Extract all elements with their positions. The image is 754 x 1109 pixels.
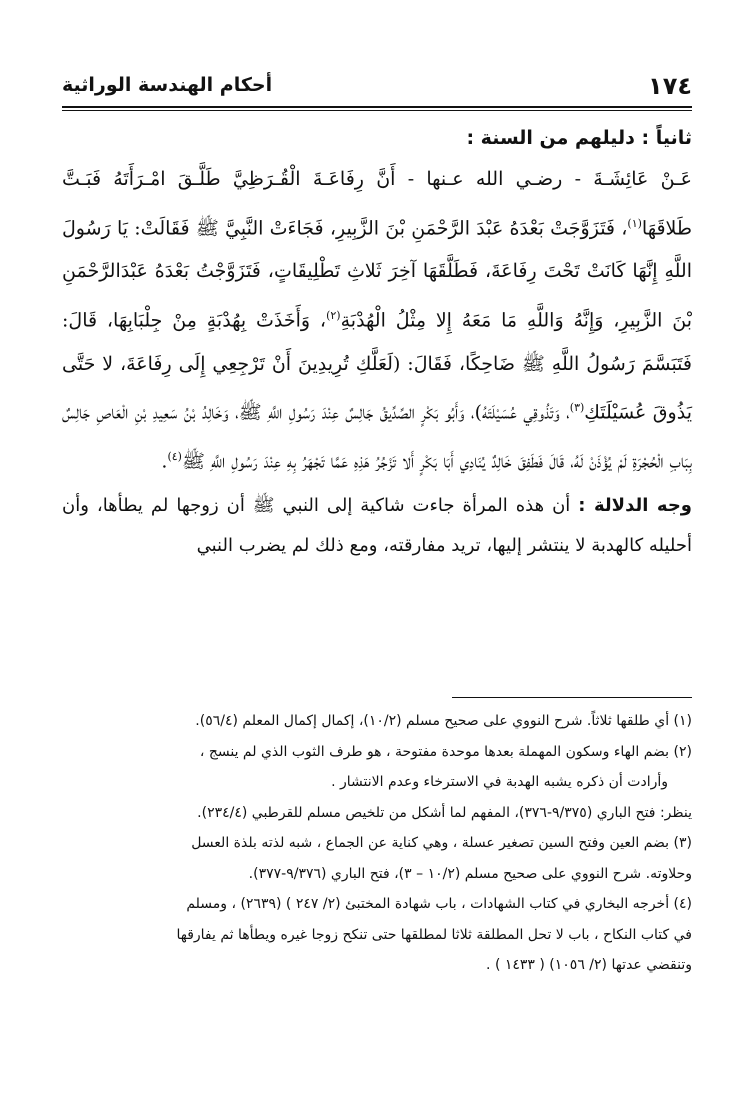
page-header (62, 70, 692, 104)
running-title: أحكام الهندسة الوراثية (62, 74, 273, 96)
footnote-divider (452, 697, 692, 698)
footnote-ref-3: (٣) (569, 401, 585, 415)
footnote-2-reference: ينظر: فتح الباري (٩/٣٧٥-٣٧٦)، المفهم لما أشكل من تلخيص مسلم للقرطبي (٢٣٤/٤). (197, 804, 692, 821)
footnote-ref-2: (٢) (326, 308, 341, 322)
hadith-part-4: ، وَتَذُوقِي عُسَيْلَتَهُ)، وَأَبُو بَكْرٍ الصِّدِّيقُ جَالِسٌ عِنْدَ رَسُولِ اللَّهِ ﷺ، وَخَالِدُ بْنُ سَعِيدِ بْنِ الْعَاصِ جَالِسٌ بِبَابِ الْحُجْرَةِ لَمْ يُؤْذَنْ لَهُ، قَالَ فَطَفِقَ خَالِدٌ يُنَادِي أَبَا بَكْرٍ أَلا تَزْجُرُ هَذِهِ عَمَّا تَجْهَرُ بِهِ عِنْدَ رَسُولِ اللَّهِ ﷺ (62, 401, 692, 473)
footnotes (62, 706, 692, 981)
header-divider-thin (62, 110, 692, 111)
footnote-ref-4: (٤) (167, 449, 182, 463)
evidence-text: أن هذه المرأة جاءت شاكية إلى النبي ﷺ أن زوجها لم يطأها، وأن أحليله كالهدبة لا ينتشر إليها، تريد مفارقته، ومع ذلك لم يضرب النبي (62, 494, 692, 556)
footnote-ref-1: (١) (627, 216, 642, 230)
evidence-paragraph (62, 486, 692, 566)
hadith-part-2: ، فَتَزَوَّجَتْ بَعْدَهُ عَبْدَ الرَّحْمَنِ بْنَ الزَّبِيرِ، فَجَاءَتْ النَّبِيَّ ﷺ فَقَالَتْ: يَا رَسُولَ اللَّهِ إِنَّهَا كَانَتْ تَحْتَ رِفَاعَةَ، فَطَلَّقَهَا آخِرَ ثَلاثِ تَطْلِيقَاتٍ، فَتَزَوَّجْتُ بَعْدَهُ عَبْدَالرَّحْمَنِ بْنَ الزَّبِيرِ، وَإِنَّهُ وَاللَّهِ مَا مَعَهُ إِلا مِثْلُ الْهُدْبَةِ (62, 216, 692, 332)
hadith-end: . (161, 450, 168, 473)
footnote-3: (٣) بضم العين وفتح السين تصغير عسلة ، وهي كناية عن الجماع ، شبه لذته بلذة العسل (191, 835, 692, 851)
footnote-1: (١) أي طلقها ثلاثاً. شرح النووي على صحيح مسلم (١٠/٢)، إكمال إكمال المعلم (٥٦/٤). (195, 713, 692, 729)
header-divider (62, 106, 692, 108)
footnote-2-continued: وأرادت أن ذكره يشبه الهدبة في الاسترخاء وعدم الانتشار . (331, 774, 668, 790)
footnote-4: (٤) أخرجه البخاري في كتاب الشهادات ، باب شهادة المختبئ (٢/ ٢٤٧ ) (٢٦٣٩) ، ومسلم (186, 896, 692, 912)
section-heading: ثانياً : دليلهم من السنة : (466, 127, 692, 149)
hadith-paragraph (62, 158, 692, 484)
evidence-label: وجه الدلالة : (578, 494, 692, 516)
footnote-4-continued: في كتاب النكاح ، باب لا تحل المطلقة ثلاثا لمطلقها حتى تنكح زوجا غيره ويطأها ثم يفارقها (176, 926, 692, 943)
main-text (62, 118, 692, 566)
footnote-3-continued: وحلاوته. شرح النووي على صحيح مسلم (١٠/٢ – ٣)، فتح الباري (٩/٣٧٦-٣٧٧). (248, 865, 692, 882)
footnote-2: (٢) بضم الهاء وسكون المهملة بعدها موحدة مفتوحة ، هو طرف الثوب الذي لم ينسج ، (199, 743, 692, 760)
hadith-part-1: عَـنْ عَائِشَـةَ - رضـي الله عـنها - أَنَّ رِفَاعَـةَ الْقُـرَظِيَّ طَلَّـقَ امْـرَأَتَهُ فَبَـتَّ طَلاقَهَا (62, 168, 692, 239)
footnote-4-end: وتنقضي عدتها (٢/ ١٠٥٦) ( ١٤٣٣ ) . (486, 957, 692, 973)
page-number: ١٧٤ (648, 72, 692, 100)
hadith-part-3: ، وَأَخَذَتْ بِهُدْبَةٍ مِنْ جِلْبَابِهَا، قَالَ: فَتَبَسَّمَ رَسُولُ اللَّهِ ﷺ ضَاحِكًا، فَقَالَ: (لَعَلَّكِ تُرِيدِينَ أَنْ تَرْجِعِي إِلَى رِفَاعَةَ، لا حَتَّى يَذُوقَ عُسَيْلَتَكِ (62, 309, 692, 424)
